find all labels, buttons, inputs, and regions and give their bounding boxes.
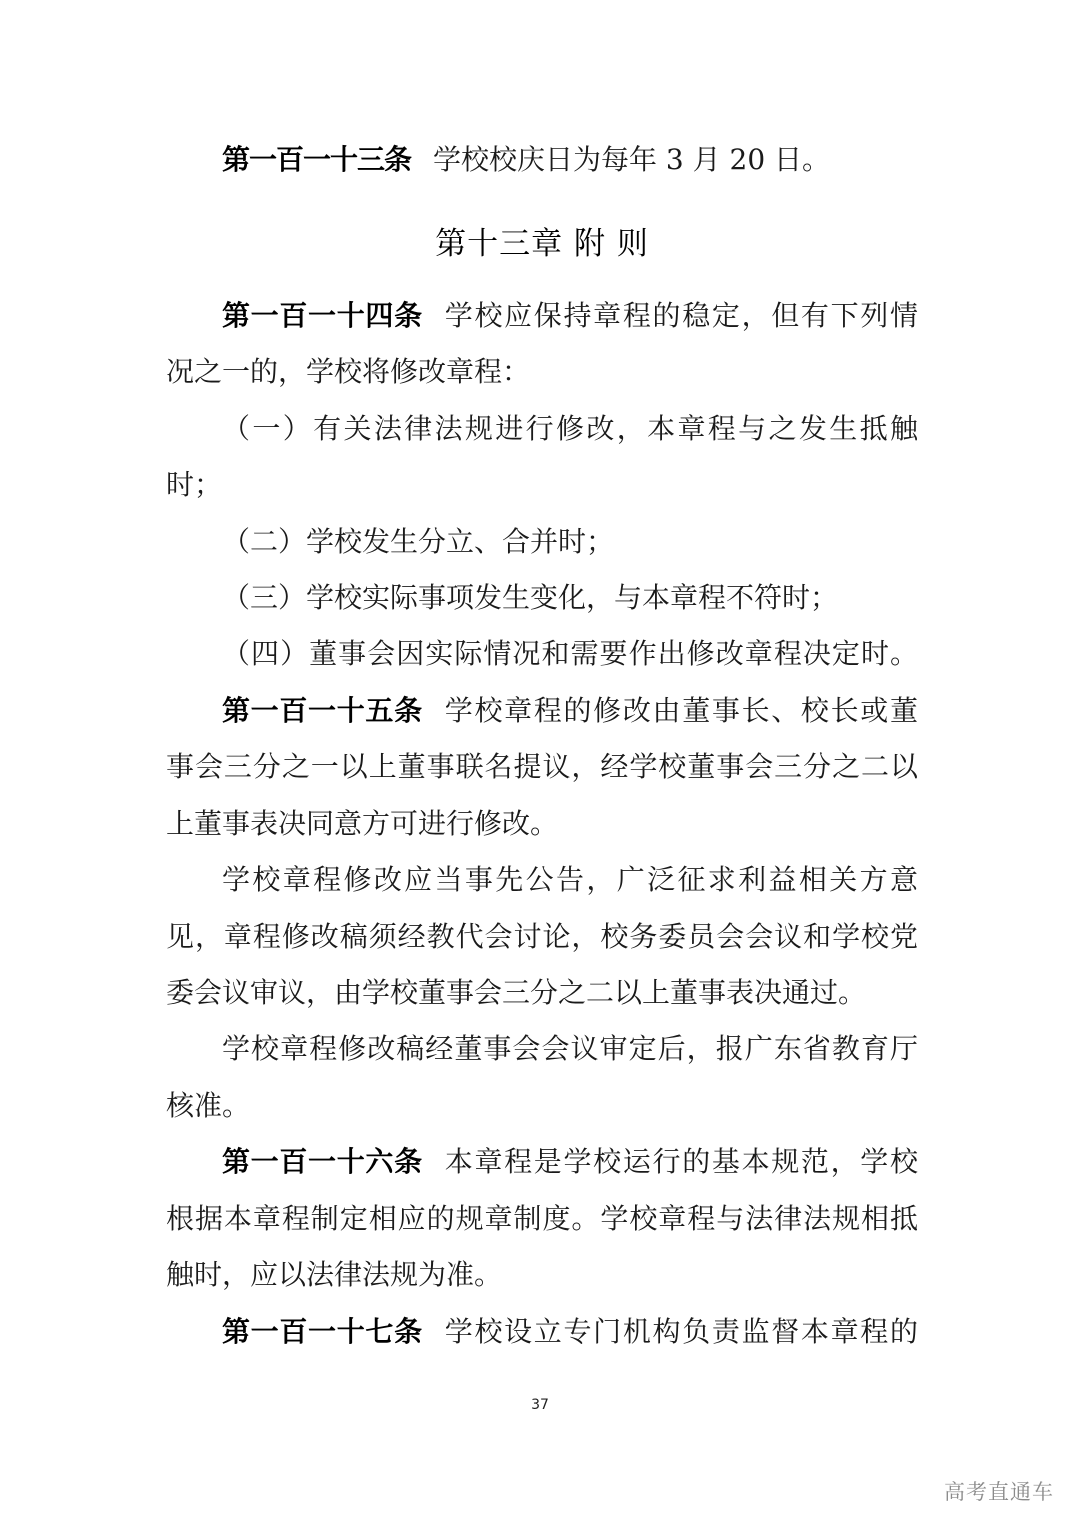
list-item-1: （一）有关法律法规进行修改，本章程与之发生抵触 (222, 412, 918, 445)
paragraph-line: 委会议审议，由学校董事会三分之二以上董事表决通过。 (166, 976, 867, 1009)
article-number: 第一百一十五条 (222, 694, 423, 727)
list-item-2: （二）学校发生分立、合并时； (222, 525, 615, 558)
article-117 (222, 1312, 918, 1352)
article-113 (222, 140, 830, 180)
article-text: 本章程是学校运行的基本规范，学校 (444, 1145, 918, 1178)
article-text: 学校设立专门机构负责监督本章程的 (444, 1315, 918, 1348)
page-number: 37 (531, 1397, 549, 1413)
paragraph-line: 见，章程修改稿须经教代会讨论，校务委员会会议和学校党 (166, 920, 918, 953)
article-text-line: 触时，应以法律法规为准。 (166, 1258, 503, 1291)
article-number: 第一百一十六条 (222, 1145, 423, 1178)
article-text-line: 根据本章程制定相应的规章制度。学校章程与法律法规相抵 (166, 1202, 918, 1235)
list-item-1-cont: 时； (166, 468, 223, 501)
article-text: 学校章程的修改由董事长、校长或董 (444, 694, 918, 727)
watermark: 高考直通车 (944, 1480, 1054, 1504)
paragraph-line: 学校章程修改稿经董事会会议审定后，报广东省教育厅 (222, 1032, 918, 1065)
article-text: 学校应保持章程的稳定，但有下列情 (444, 299, 918, 332)
article-115 (222, 691, 918, 731)
chapter-title: 第十三章 附 则 (435, 226, 649, 262)
article-text: 学校校庆日为每年 3 月 20 日。 (433, 143, 831, 176)
article-text-line: 况之一的，学校将修改章程： (166, 355, 531, 388)
list-item-3: （三）学校实际事项发生变化，与本章程不符时； (222, 581, 839, 614)
list-item-4: （四）董事会因实际情况和需要作出修改章程决定时。 (222, 637, 918, 670)
article-text-line: 事会三分之一以上董事联名提议，经学校董事会三分之二以 (166, 750, 918, 783)
paragraph-line: 核准。 (166, 1089, 251, 1122)
article-number: 第一百一十三条 (222, 143, 412, 176)
article-114 (222, 296, 918, 336)
article-116 (222, 1142, 918, 1182)
article-text-line: 上董事表决同意方可进行修改。 (166, 807, 559, 840)
article-number: 第一百一十四条 (222, 299, 423, 332)
article-number: 第一百一十七条 (222, 1315, 423, 1348)
paragraph-line: 学校章程修改应当事先公告，广泛征求利益相关方意 (222, 863, 918, 896)
